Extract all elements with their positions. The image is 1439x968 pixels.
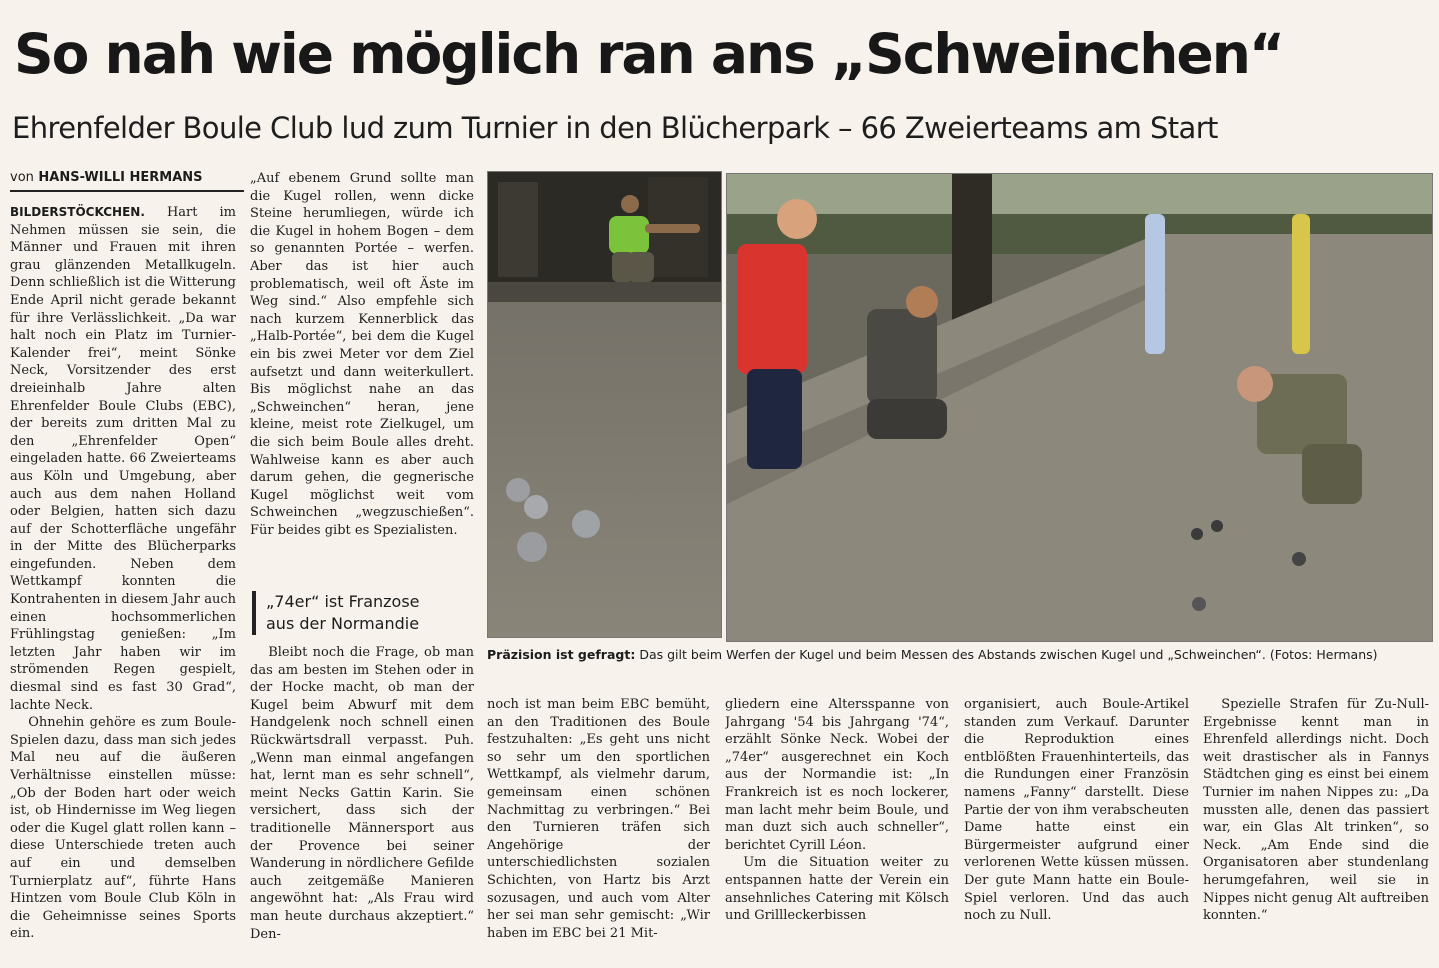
- paragraph: Ohnehin gehöre es zum Boule-Spielen dazu, dass man sich jedes Mal neu auf die äußeren Verhältnisse einstellen müsse: „Ob der Boden hart oder weich ist, ob Hindernisse im Weg liegen oder die Kugel glatt rollen kann – diese Unterschiede treten auch auf ein und demselben Turnierplatz auf“, führte Hans Hintzen vom Boule Club Köln in die Geheimnisse seines Sports ein.: [10, 715, 236, 942]
- photo-player-crouching: [487, 171, 722, 638]
- photo-player-crouching-image: [488, 172, 721, 637]
- photo-players-measuring-image: [727, 174, 1432, 641]
- headline: So nah wie möglich ran ans „Schweinchen“: [14, 22, 1284, 86]
- paragraph: Spezielle Strafen für Zu-Null-Ergebnisse kennt man in Ehrenfeld allerdings nicht. Doch weit drastischer als in Fannys Städtchen ging es einst bei einem Turnier im nahen Nippes zu: „Da mussten alle, denen das passiert war, ein Glas Alt trinken“, so Neck. „Am Ende sind die Organisatoren aber stundenlang herumgefahren, weil sie in Nippes nicht genug Alt auftreiben konnten.“: [1203, 697, 1429, 924]
- article-column-1: [10, 204, 236, 944]
- article-column-5: [964, 696, 1189, 944]
- article-subtitle: [252, 591, 491, 635]
- caption-text: Das gilt beim Werfen der Kugel und beim Messen des Abstands zwischen Kugel und „Schweinchen“. (Fotos: Hermans): [639, 647, 1378, 662]
- paragraph-text: Hart im Nehmen müssen sie sein, die Männer und Frauen mit ihren grau glänzenden Metallkugeln. Denn schließlich ist die Witterung Ende April nicht gerade bekannt für ihre Verlässlichkeit. „Da war halt noch ein Platz im Turnier-Kalender frei“, meint Sönke Neck, Vorsitzender des erst dreieinhalb Jahre alten Ehrenfelder Boule Clubs (EBC), der bereits zum dritten Mal zu den „Ehrenfelder Open“ eingeladen hatte. 66 Zweierteams aus Köln und Umgebung, aber auch aus dem nahen Holland oder Belgien, hatten sich dazu auf der Schotterfläche ungefähr in der Mitte des Blücherparks eingefunden. Neben dem Wettkampf konnten die Kontrahenten in diesem Jahr auch einen hochsommerlichen Frühlingstag genießen: „Im letzten Jahr haben wir im strömenden Regen gespielt, diesmal sind es fast 30 Grad“, lachte Neck.: [10, 205, 236, 713]
- photo-players-measuring: [726, 173, 1433, 642]
- paragraph: „Auf ebenem Grund sollte man die Kugel rollen, wenn dicke Steine herumliegen, würde ich die Kugel in hohem Bogen – dem so genannten Portée – werfen. Aber das ist hier auch problematisch, weil oft Äste im Weg sind.“ Also empfehle sich nach kurzem Kennerblick das „Halb-Portée“, bei dem die Kugel ein bis zwei Meter vor dem Ziel aufsetzt und dann weiterkullert. Bis möglichst nahe an das „Schweinchen“ heran, jene kleine, meist rote Zielkugel, um die sich beim Boule alles dreht. Wahlweise kann es aber auch darum gehen, die gegnerische Kugel möglichst weit vom Schweinchen „wegzuschießen“. Für beides gibt es Spezialisten.: [250, 171, 474, 538]
- paragraph: [10, 204, 236, 714]
- subtitle-line: „74er“ ist Franzose: [266, 592, 420, 611]
- article-column-4: [725, 696, 949, 944]
- subheadline: Ehrenfelder Boule Club lud zum Turnier in den Blücherpark – 66 Zweierteams am Start: [12, 111, 1218, 145]
- byline-author: HANS-WILLI HERMANS: [38, 170, 203, 185]
- paragraph: Bleibt noch die Frage, ob man das am besten im Stehen oder in der Hocke macht, ob man der Kugel beim Abwurf mit dem Handgelenk noch schnell einen Rückwärtsdrall verpasst. Puh. „Wenn man einmal angefangen hat, lernt man es sehr schnell“, meint Necks Gattin Karin. Sie versichert, dass sich der traditionelle Männersport aus der Provence bei seiner Wanderung in nördlichere Gefilde auch zeitgemäße Manieren angewöhnt hat: „Als Frau wird man heute durchaus akzeptiert.“ Den-: [250, 645, 474, 942]
- subtitle-line: aus der Normandie: [266, 614, 420, 633]
- paragraph: gliedern eine Altersspanne von Jahrgang '54 bis Jahrgang '74“, erzählt Sönke Neck. Wobei der „74er“ ausgerechnet ein Koch aus der Normandie ist: „In Frankreich ist es noch lockerer, man lacht mehr beim Boule, und man duzt sich auch schneller“, berichtet Cyrill Léon.: [725, 697, 949, 853]
- paragraph: organisiert, auch Boule-Artikel standen zum Verkauf. Darunter die Reproduktion eines entblößten Frauenhinterteils, das die Rundungen einer Französin namens „Fanny“ darstellt. Diese Partie der von ihm verabscheuten Dame hatte einst ein Bürgermeister aufgrund einer verlorenen Wette küssen müssen. Der gute Mann hatte ein Boule-Spiel verloren. Und das auch noch zu Null.: [964, 697, 1189, 924]
- article-column-3: [487, 696, 710, 944]
- caption-lead: Präzision ist gefragt:: [487, 647, 636, 662]
- photo-caption: [487, 646, 1432, 664]
- article-column-2-top: [250, 170, 474, 575]
- dateline-location: BILDERSTÖCKCHEN.: [10, 205, 145, 219]
- byline: [10, 168, 244, 192]
- article-column-6: [1203, 696, 1429, 944]
- paragraph: noch ist man beim EBC bemüht, an den Traditionen des Boule festzuhalten: „Es geht uns nicht so sehr um den sportlichen Wettkampf, als vielmehr darum, gemeinsam einen schönen Nachmittag zu verbringen.“ Bei den Turnieren träfen sich Angehörige der unterschiedlichsten sozialen Schichten, von Hartz bis Arzt sozusagen, und auch vom Alter her sei man sehr gemischt: „Wir haben im EBC bei 21 Mit-: [487, 697, 710, 941]
- article-column-2-bottom: [250, 644, 474, 944]
- paragraph: Um die Situation weiter zu entspannen hatte der Verein ein ansehnliches Catering mit Kölsch und Grillleckerbissen: [725, 855, 949, 924]
- byline-prefix: von: [10, 170, 34, 185]
